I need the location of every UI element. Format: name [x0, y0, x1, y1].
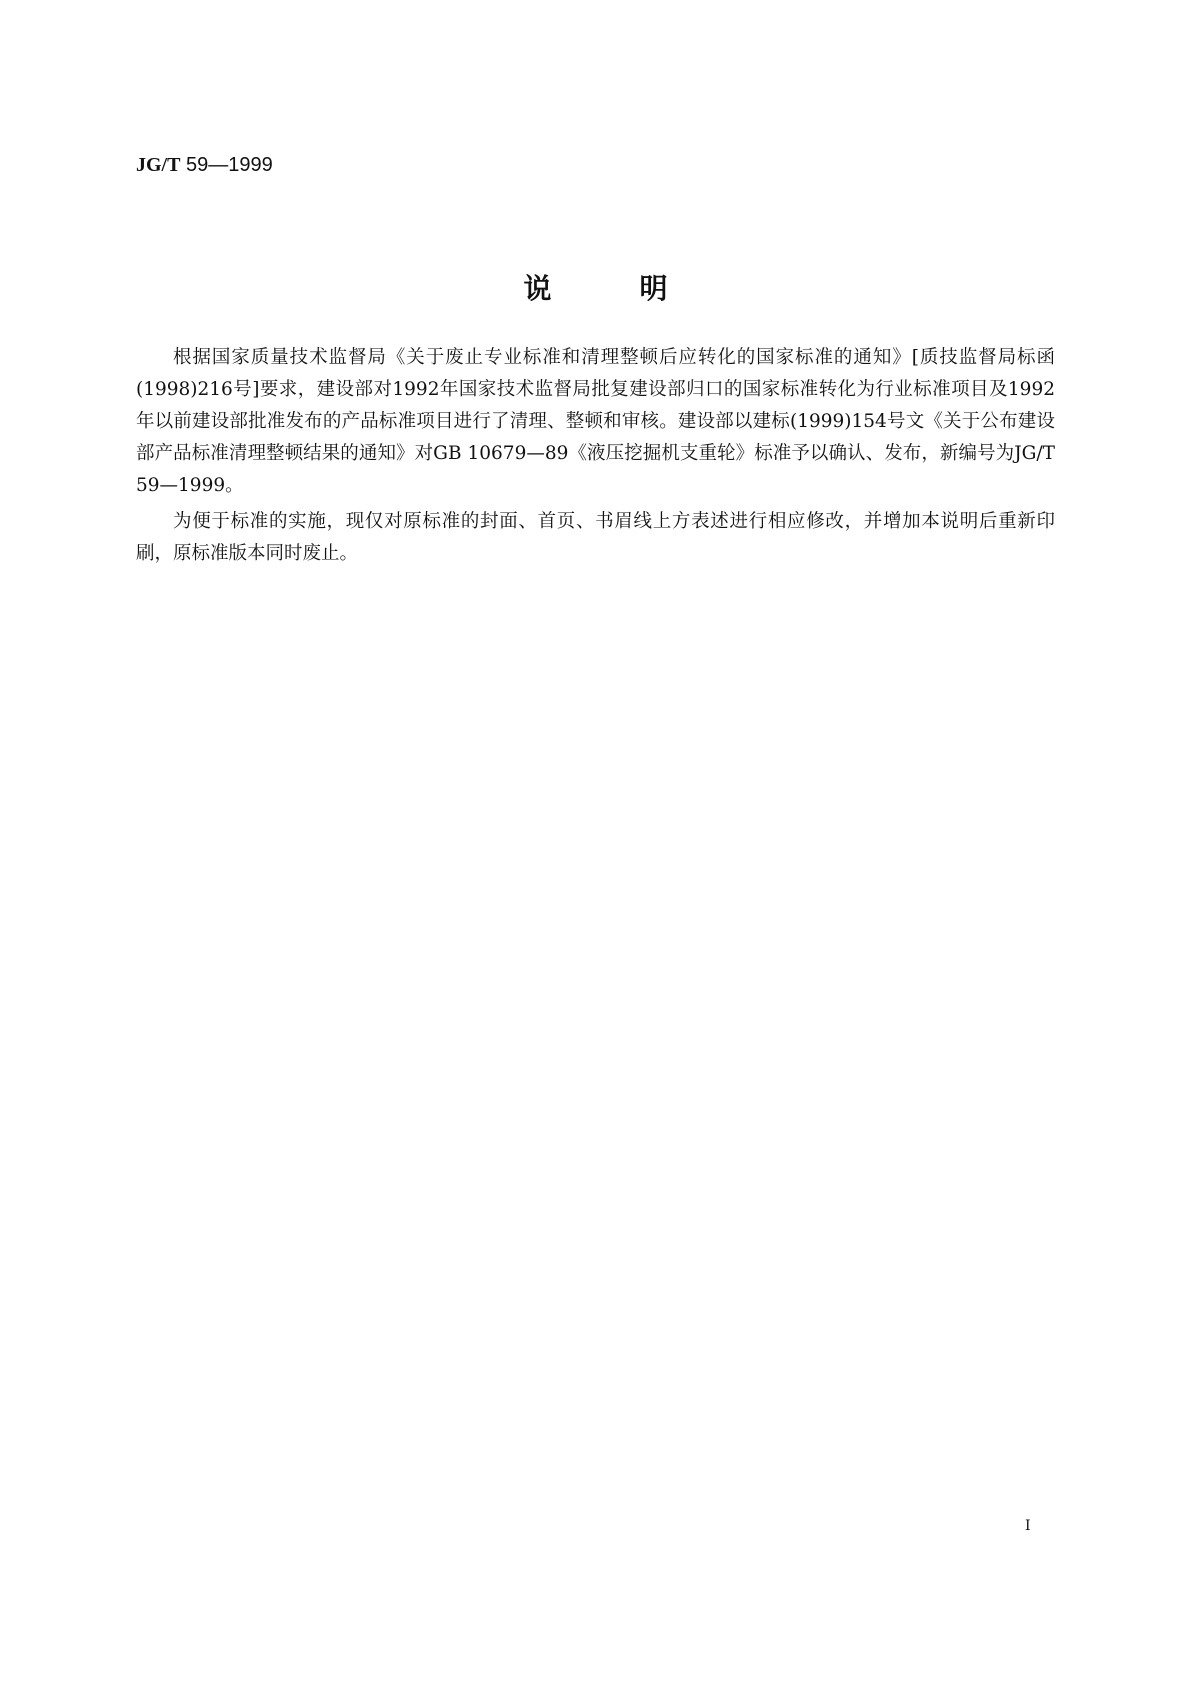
standard-header [136, 153, 273, 177]
standard-prefix: JG/T [136, 154, 181, 176]
explanation-body [136, 342, 1055, 574]
page-number: I [1025, 1518, 1031, 1534]
standard-number: 59—1999 [180, 154, 273, 176]
page-title: 说明 [523, 272, 756, 305]
paragraph-2: 为便于标准的实施，现仅对原标准的封面、首页、书眉线上方表述进行相应修改，并增加本说明后重新印刷，原标准版本同时废止。 [136, 511, 1055, 564]
paragraph-1: 根据国家质量技术监督局《关于废止专业标准和清理整顿后应转化的国家标准的通知》[质技监督局标函(1998)216号]要求，建设部对1992年国家技术监督局批复建设部归口的国家标准转化为行业标准项目及1992年以前建设部批准发布的产品标准项目进行了清理、整顿和审核。建设部以建标(1999)154号文《关于公布建设部产品标准清理整顿结果的通知》对GB 10679—89《液压挖掘机支重轮》标准予以确认、发布，新编号为JG/T 59—1999。 [136, 347, 1055, 496]
